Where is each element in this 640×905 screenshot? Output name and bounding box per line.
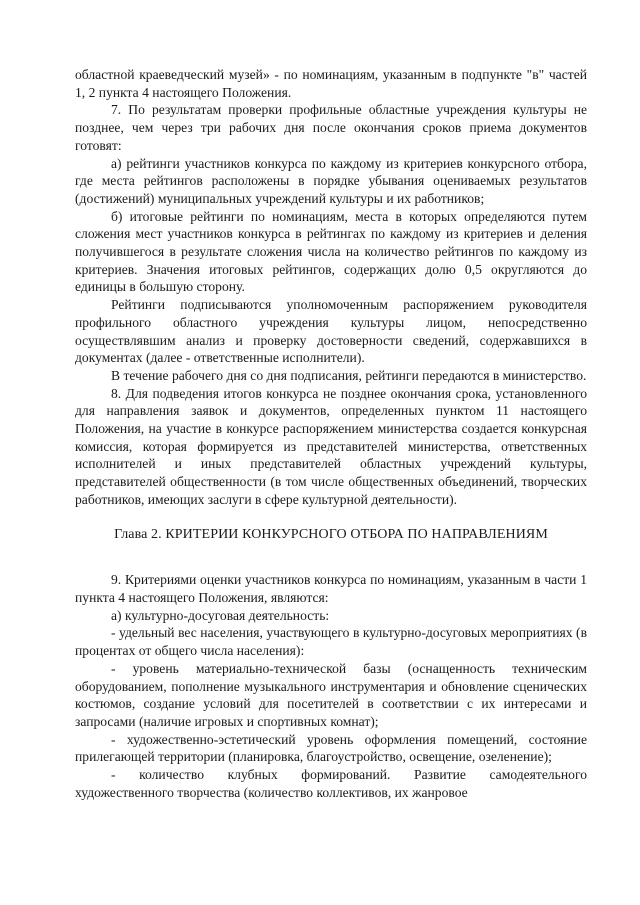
paragraphs-before-heading — [75, 66, 587, 509]
paragraphs-after-heading — [75, 571, 587, 801]
paragraph: - количество клубных формирований. Развитие самодеятельного художественного творчества (количество коллективов, их жанровое — [75, 767, 587, 800]
paragraph: б) итоговые рейтинги по номинациям, места в которых определяются путем сложения мест участников конкурса в рейтингах по каждому из критериев и деления получившегося в результате сложения числа на количество рейтингов по каждому из критериев. Значения итоговых рейтингов, содержащих долю 0,5 округляются до единицы в большую сторону. — [75, 208, 587, 295]
paragraph: - удельный вес населения, участвующего в культурно-досуговых мероприятиях (в процентах от общего числа населения): — [75, 625, 587, 659]
paragraph: областной краеведческий музей» - по номинациям, указанным в подпункте "в" частей 1, 2 пункта 4 настоящего Положения. — [75, 67, 587, 100]
paragraph: Рейтинги подписываются уполномоченным распоряжением руководителя профильного областного учреждения культуры лицом, непосредственно осуществлявшим анализ и проверку достоверности сведений, содержавшихся в документах (далее - ответственные исполнители). — [75, 297, 587, 366]
paragraph: 8. Для подведения итогов конкурса не позднее окончания срока, установленного для направления заявок и документов, определенных пунктом 11 настоящего Положения, на участие в конкурсе распоряжением министерства создается конкурсная комиссия, которая формируется из представителей министерства, ответственных исполнителей и иных представителей областных учреждений культуры, представителей общественности (в том числе общественных объединений, творческих работников, имеющих заслуги в сфере культурной деятельности). — [75, 385, 587, 507]
paragraph: а) культурно-досуговая деятельность: — [111, 607, 330, 623]
paragraph: 9. Критериями оценки участников конкурса по номинациям, указанным в части 1 пункта 4 настоящего Положения, являются: — [75, 572, 587, 605]
paragraph: В течение рабочего дня со дня подписания, рейтинги передаются в министерство. — [111, 367, 587, 383]
chapter-heading: Глава 2. КРИТЕРИИ КОНКУРСНОГО ОТБОРА ПО НАПРАВЛЕНИЯМ — [114, 526, 548, 542]
document-body — [75, 66, 587, 801]
paragraph: - уровень материально-технической базы (оснащенность техническим оборудованием, пополнение музыкального инструментария и обновление сценических костюмов, создание условий для посетителей в соответствии с их интересами и запросами (наличие игровых и спортивных комнат); — [75, 660, 587, 729]
paragraph: 7. По результатам проверки профильные областные учреждения культуры не позднее, чем через три рабочих дня после окончания сроков приема документов готовят: — [75, 102, 587, 153]
paragraph: - художественно-эстетический уровень оформления помещений, состояние прилегающей территории (планировка, благоустройство, освещение, озеленение); — [75, 731, 587, 765]
paragraph: а) рейтинги участников конкурса по каждому из критериев конкурсного отбора, где места рейтингов расположены в порядке убывания оцениваемых результатов (достижений) муниципальных учреждений культуры и их работников; — [75, 155, 587, 206]
